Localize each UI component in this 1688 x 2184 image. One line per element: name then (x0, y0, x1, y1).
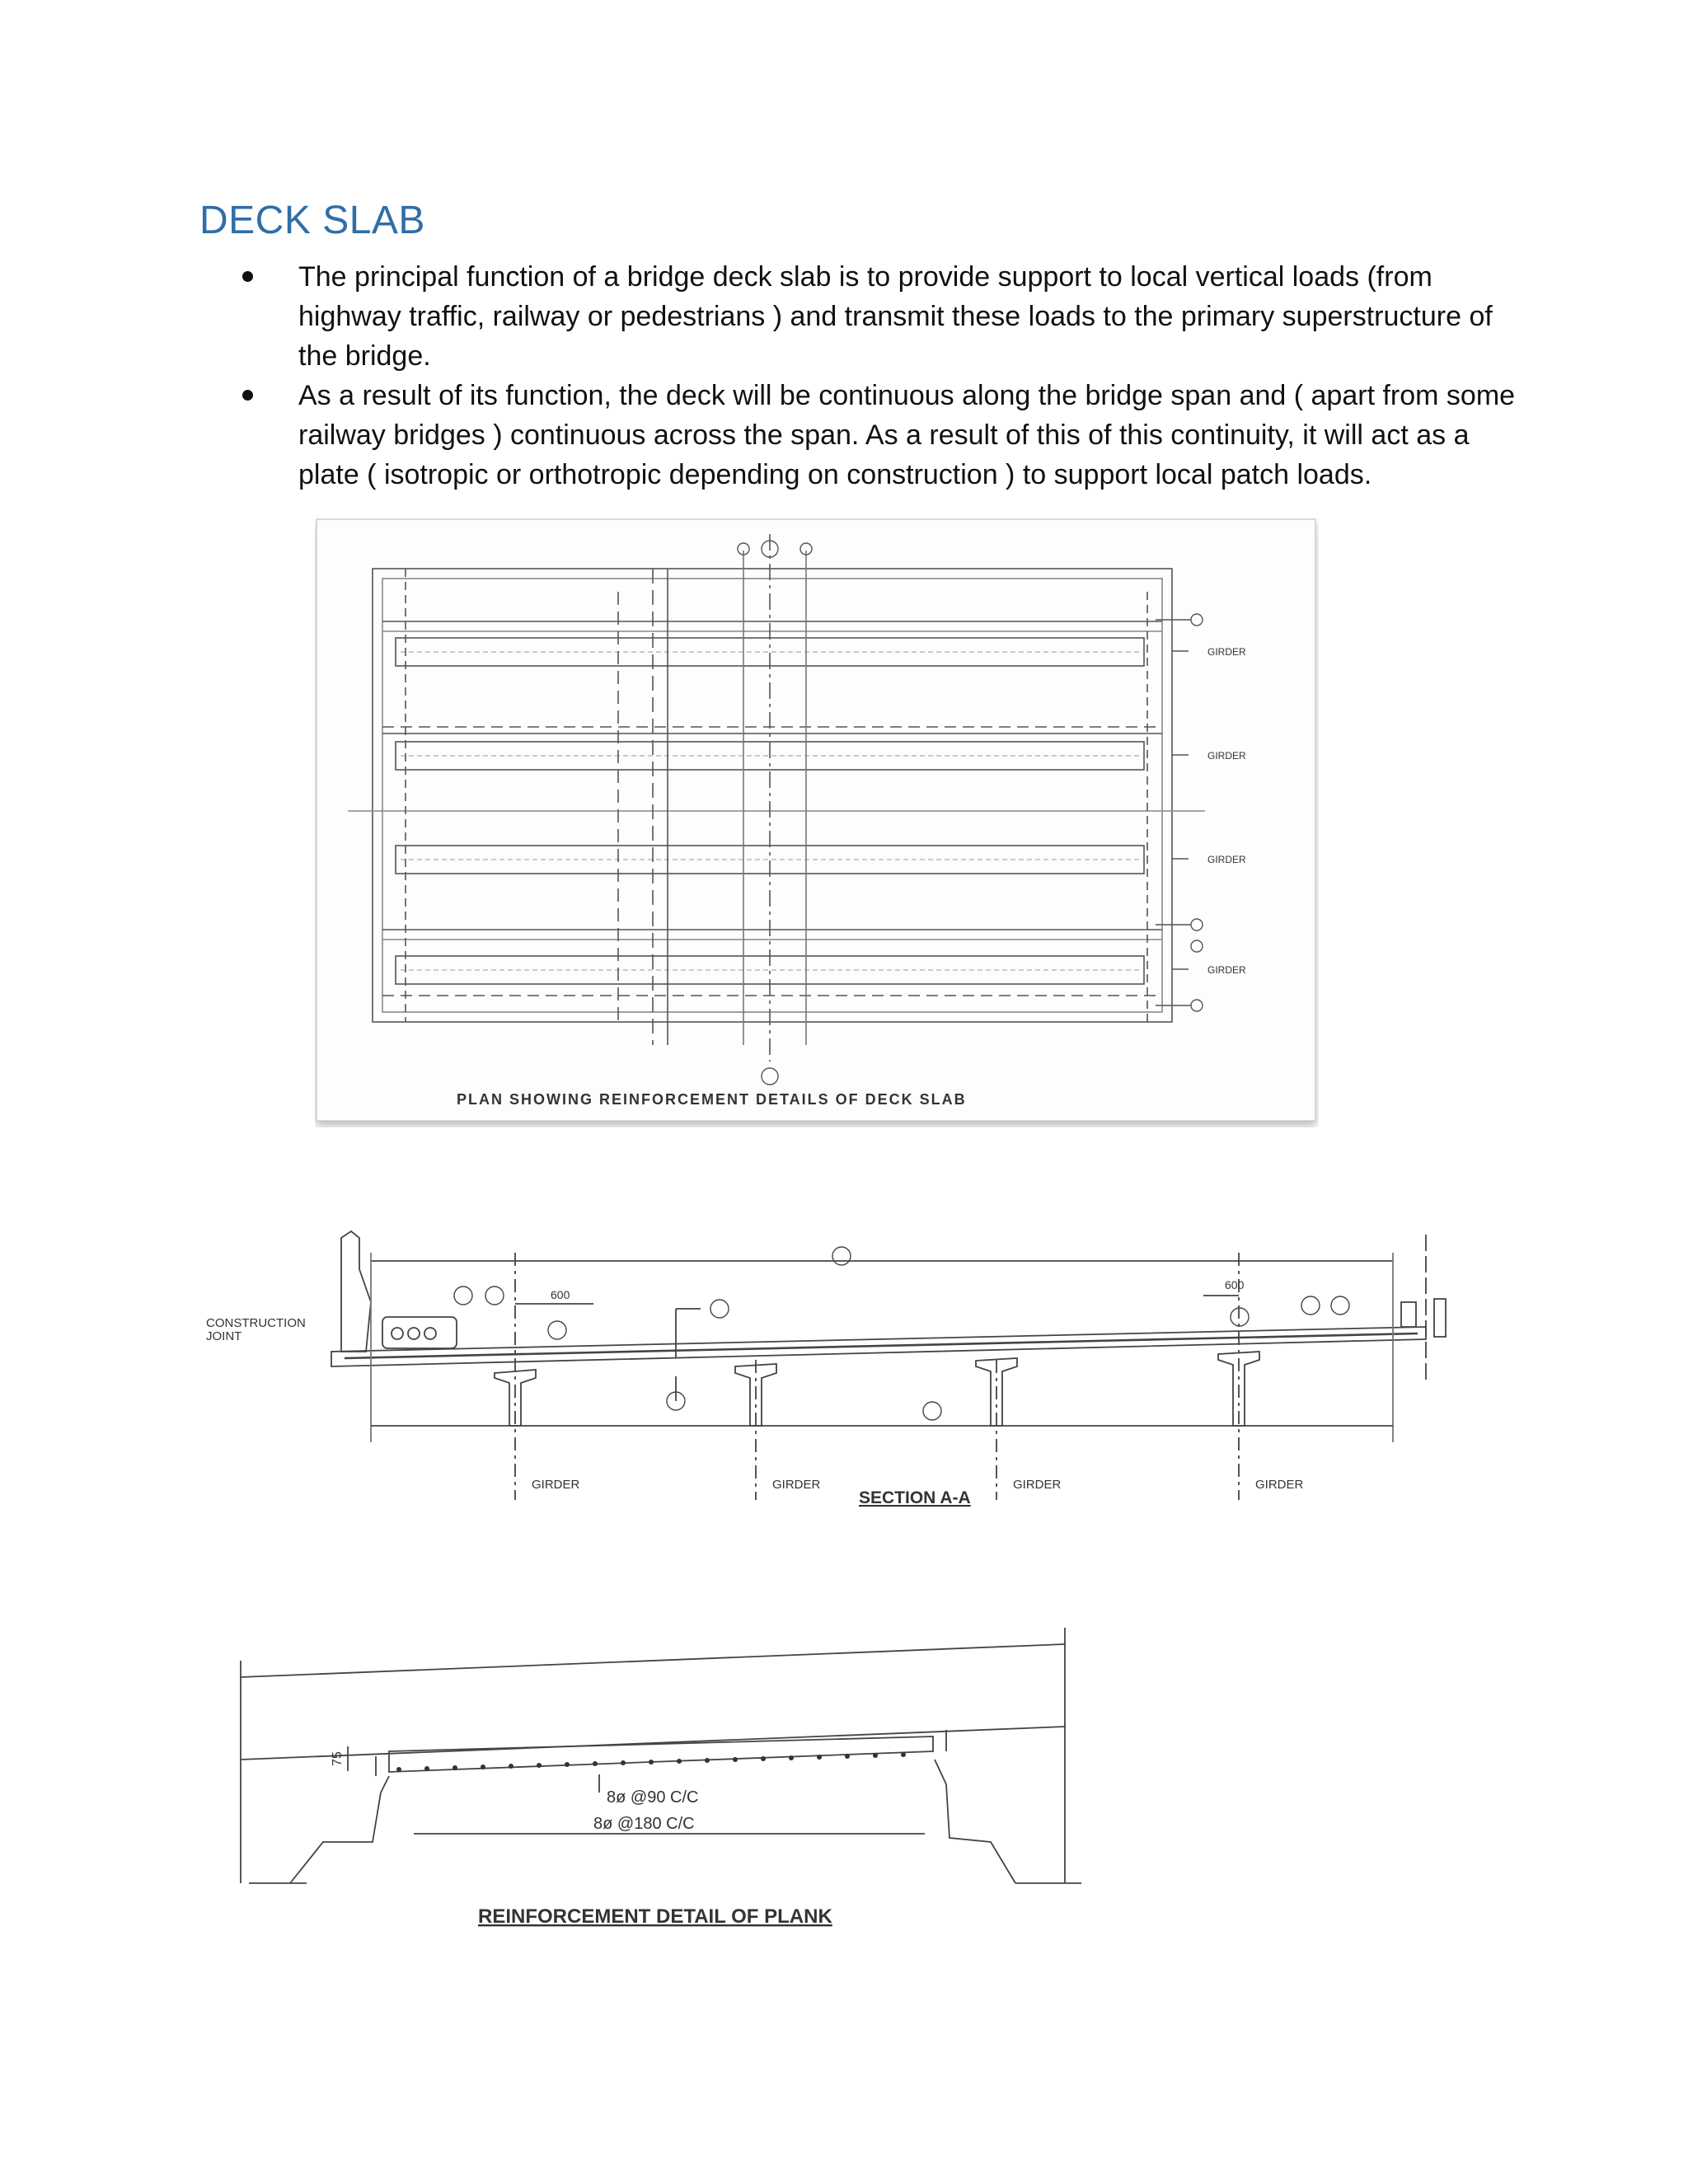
construction-joint-label: CONSTRUCTION JOINT (206, 1316, 306, 1343)
bullet-list (239, 257, 1525, 494)
girder-label: GIRDER (1207, 646, 1246, 658)
plan-caption: PLAN SHOWING REINFORCEMENT DETAILS OF DECK SLAB (457, 1091, 967, 1108)
girder-label: GIRDER (1013, 1478, 1062, 1492)
plank-drawing-figure (224, 1628, 1114, 1949)
bullet-dot-icon (242, 390, 253, 401)
plan-drawing-figure (315, 518, 1319, 1127)
girder-label: GIRDER (532, 1478, 580, 1492)
bullet-dot-icon (242, 271, 253, 282)
dim-600-right: 600 (1225, 1278, 1245, 1291)
section-title: SECTION A-A (859, 1488, 971, 1507)
section-drawing-figure (206, 1220, 1467, 1525)
girder-label: GIRDER (1207, 964, 1246, 976)
bar-top-label: 8ø @90 C/C (607, 1788, 699, 1807)
girder-label: GIRDER (1255, 1478, 1304, 1492)
dim-75-label: 75 (331, 1751, 345, 1766)
plank-title: REINFORCEMENT DETAIL OF PLANK (478, 1905, 832, 1928)
girder-label: GIRDER (772, 1478, 821, 1492)
bullet-text: As a result of its function, the deck will be continuous along the bridge span and ( apart from some railway bridges ) continuous across the span. As a result of this of this continuity, it will act as a plate ( isotropic or orthotropic depending on construction ) to support local patch loads. (298, 380, 1516, 490)
girder-label: GIRDER (1207, 750, 1246, 762)
bullet-text: The principal function of a bridge deck slab is to provide support to local vertical loads (from highway traffic, railway or pedestrians ) and transmit these loads to the primary superstructure of the bridge. (298, 261, 1493, 372)
dim-600-left: 600 (551, 1288, 570, 1301)
girder-label: GIRDER (1207, 854, 1246, 865)
bar-bottom-label: 8ø @180 C/C (593, 1815, 695, 1833)
bullet-item (239, 376, 1525, 494)
section-heading: DECK SLAB (199, 199, 425, 242)
bullet-item (239, 257, 1525, 376)
